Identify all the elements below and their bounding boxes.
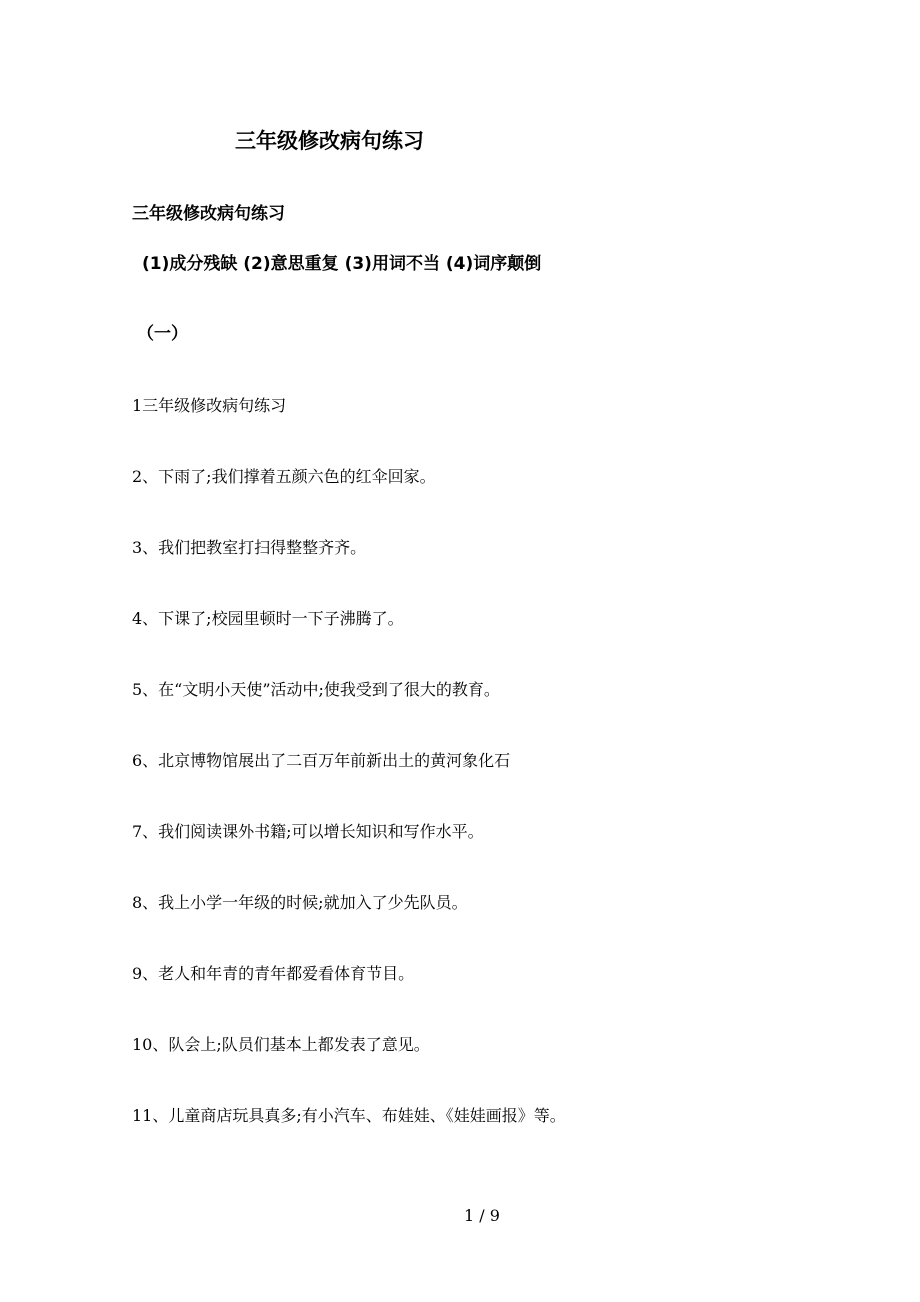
exercise-item: 1三年级修改病句练习 <box>132 396 287 415</box>
exercise-item: 6、北京博物馆展出了二百万年前新出土的黄河象化石 <box>132 751 511 770</box>
exercise-item: 7、我们阅读课外书籍;可以增长知识和写作水平。 <box>132 822 484 841</box>
exercise-item: 10、队会上;队员们基本上都发表了意见。 <box>132 1035 430 1054</box>
exercise-item: 5、在“文明小天使”活动中;使我受到了很大的教育。 <box>132 680 500 699</box>
exercise-item: 2、下雨了;我们撑着五颜六色的红伞回家。 <box>132 467 436 486</box>
exercise-item: 11、儿童商店玩具真多;有小汽车、布娃娃、《娃娃画报》等。 <box>132 1106 566 1125</box>
exercise-list <box>132 393 566 1174</box>
exercise-item: 3、我们把教室打扫得整整齐齐。 <box>132 538 367 557</box>
exercise-item: 8、我上小学一年级的时候;就加入了少先队员。 <box>132 893 468 912</box>
exercise-item: 9、老人和年青的青年都爱看体育节目。 <box>132 964 415 983</box>
exercise-item: 4、下课了;校园里顿时一下子沸腾了。 <box>132 609 404 628</box>
section-heading: （一） <box>137 324 188 344</box>
page-indicator: 1 / 9 <box>464 1206 500 1225</box>
document-title: 三年级修改病句练习 <box>235 129 424 153</box>
document-subtitle: 三年级修改病句练习 <box>132 204 285 224</box>
error-categories: (1)成分残缺 (2)意思重复 (3)用词不当 (4)词序颠倒 <box>142 254 542 274</box>
